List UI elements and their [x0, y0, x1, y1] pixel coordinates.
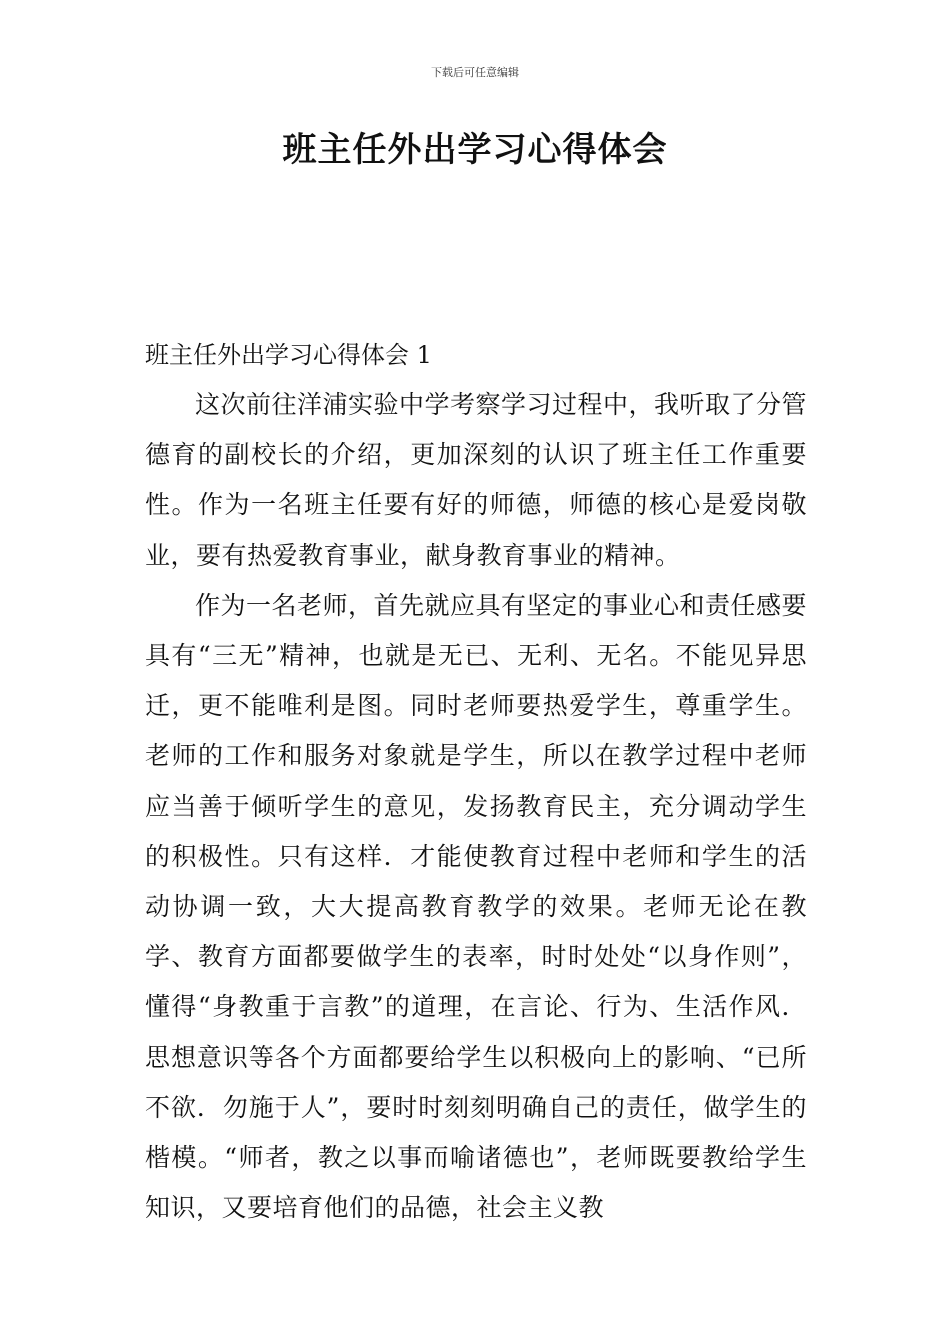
document-title: 班主任外出学习心得体会 [282, 130, 668, 170]
section-heading: 班主任外出学习心得体会 1 [145, 341, 432, 369]
header-note: 下载后可任意编辑 [431, 66, 519, 79]
paragraph-1: 这次前往洋浦实验中学考察学习过程中，我听取了分管德育的副校长的介绍，更加深刻的认识了班主任工作重要性。作为一名班主任要有好的师德，师德的核心是爱岗敬业，要有热爱教育事业，献身教育事业的精神。 [145, 390, 808, 570]
document-body [145, 330, 807, 1233]
paragraph-2: 作为一名老师，首先就应具有坚定的事业心和责任感要具有“三无”精神，也就是无已、无利、无名。不能见异思迁，更不能唯利是图。同时老师要热爱学生，尊重学生。老师的工作和服务对象就是学生，所以在教学过程中老师应当善于倾听学生的意见，发扬教育民主，充分调动学生的积极性。只有这样．才能使教育过程中老师和学生的活动协调一致，大大提高教育教学的效果。老师无论在教学、教育方面都要做学生的表率，时时处处“以身作则”，懂得“身教重于言教”的道理，在言论、行为、生活作风．思想意识等各个方面都要给学生以积极向上的影响、“已所不欲．勿施于人”，要时时刻刻明确自己的责任，做学生的楷模。“师者，教之以事而喻诸德也”，老师既要教给学生知识，又要培育他们的品德，社会主义教 [145, 590, 808, 1223]
